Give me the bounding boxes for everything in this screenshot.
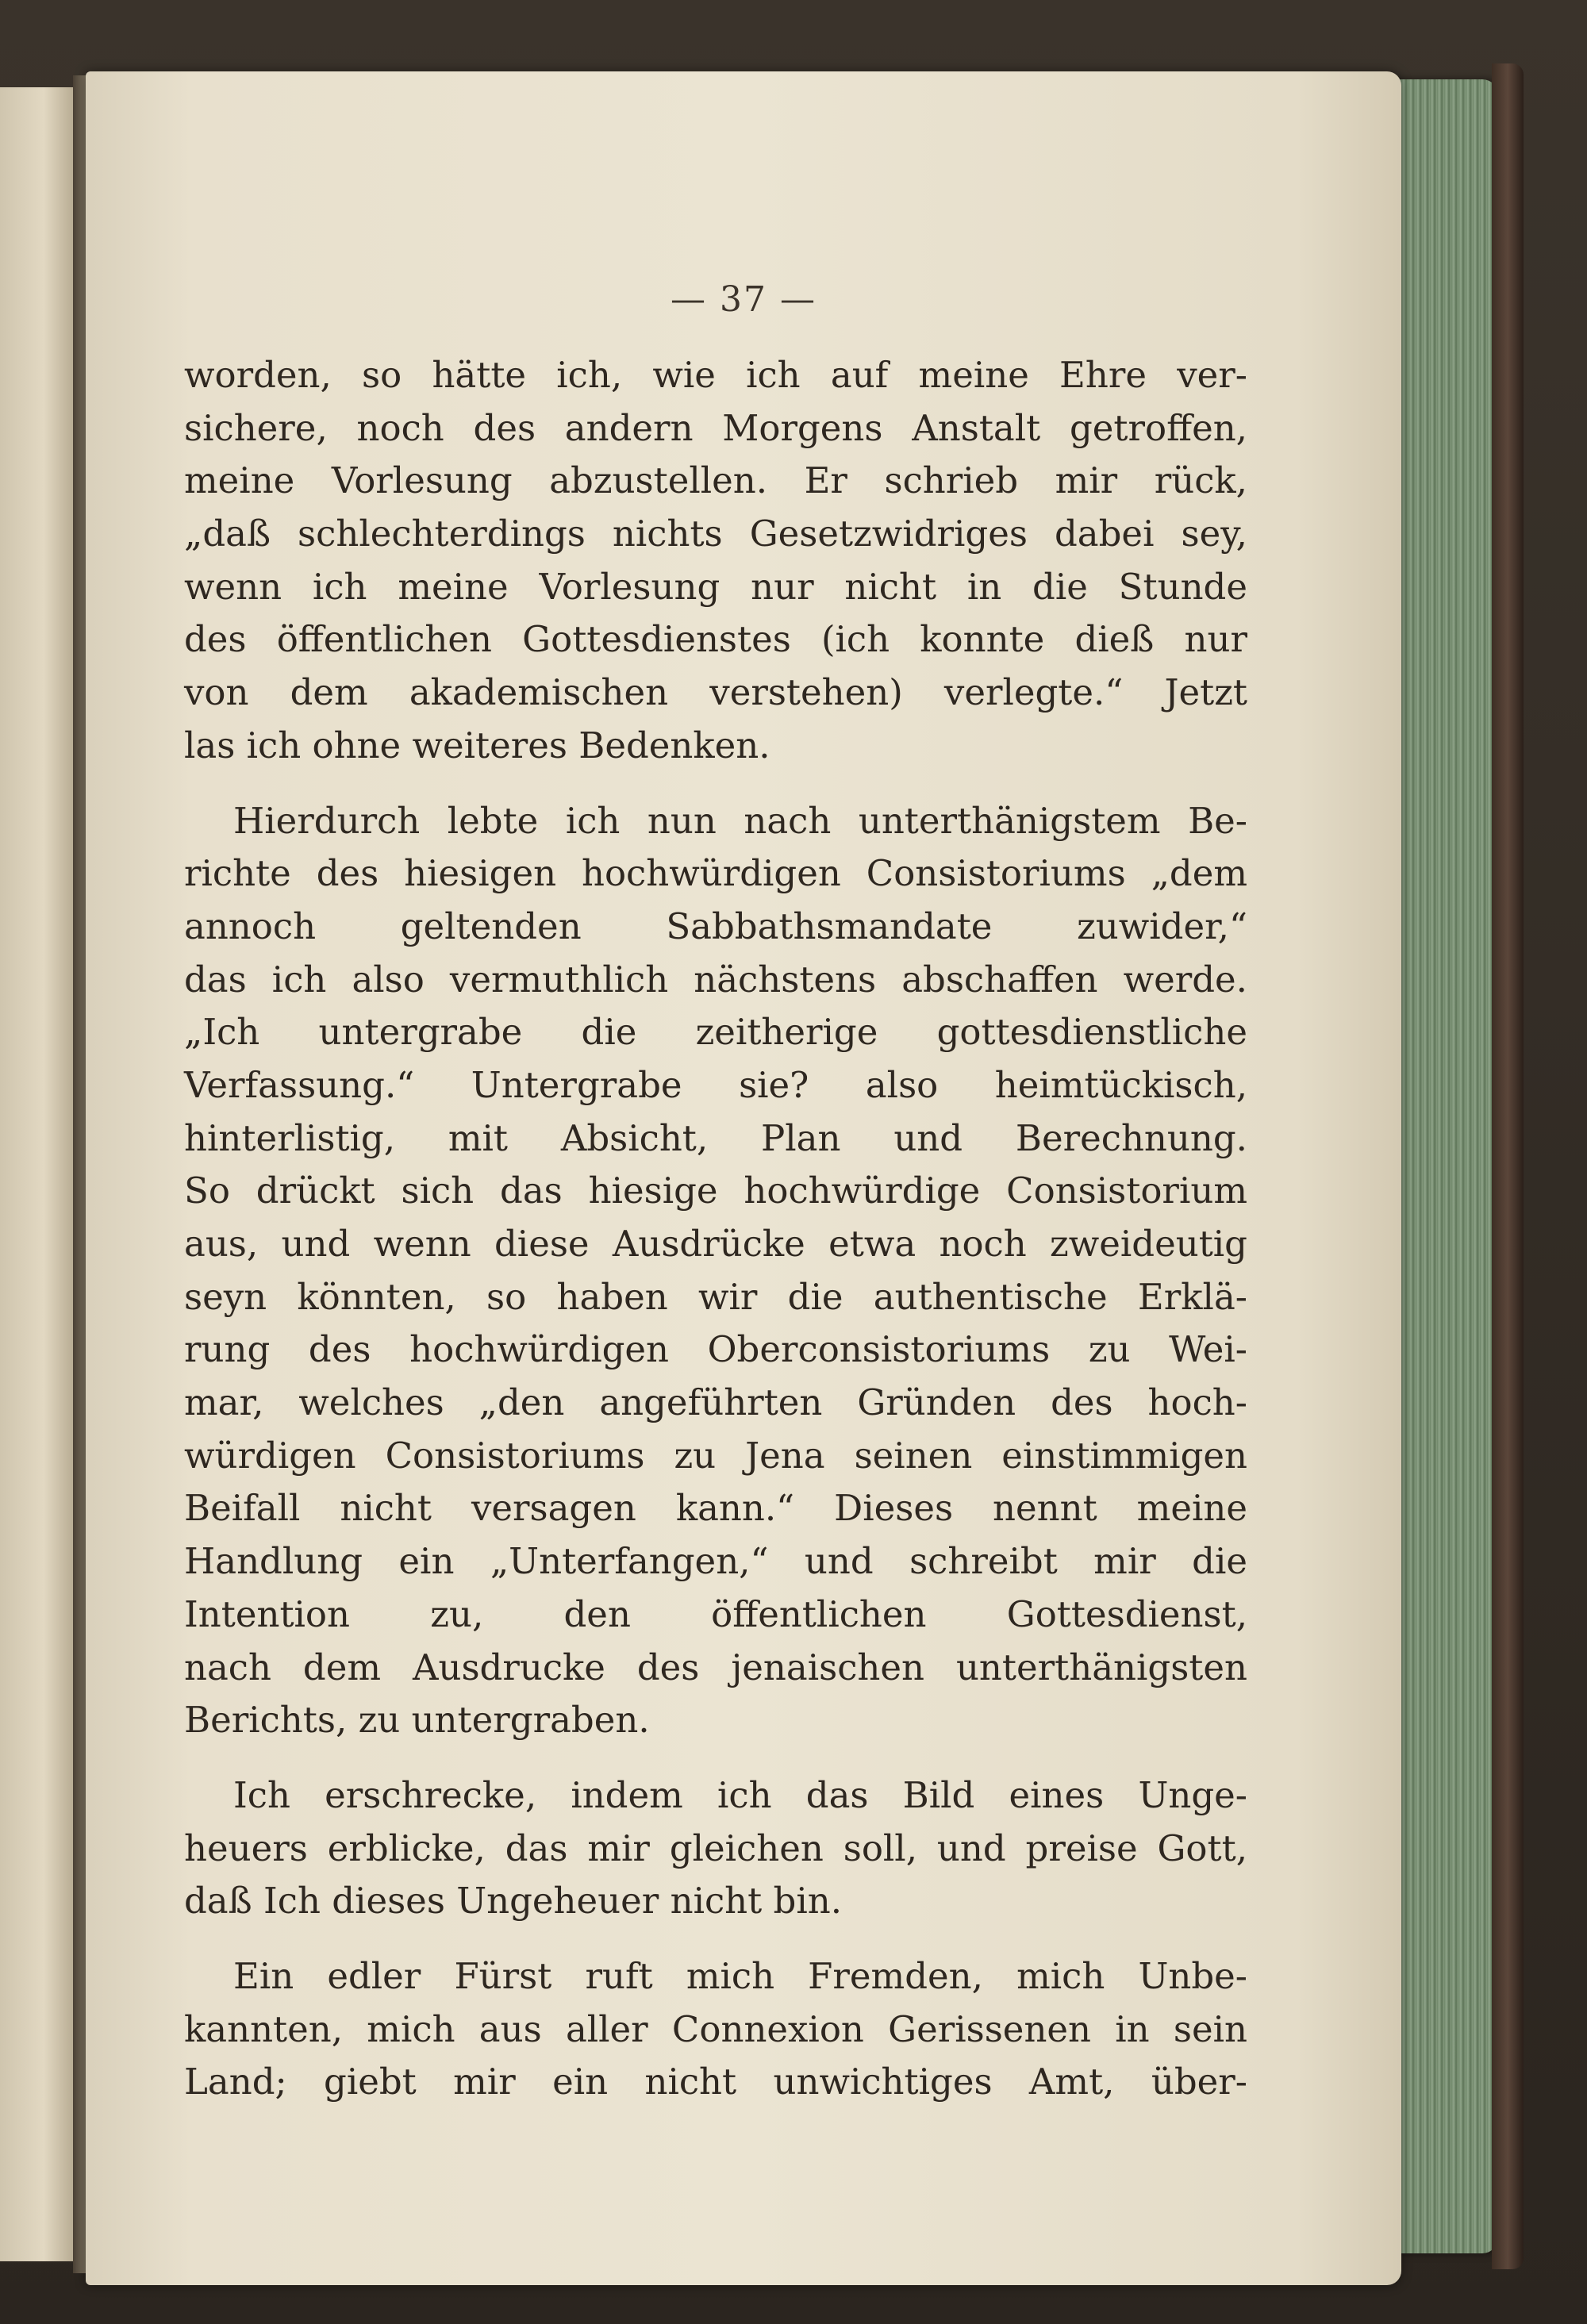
text-line: annoch geltenden Sabbathsmandate zuwider,“ [184,905,1247,947]
paragraph-3 [184,1769,1247,1928]
text-line: „Ich untergrabe die zeitherige gottesdienstliche [184,1011,1247,1054]
text-line: Ich erschrecke, indem ich das Bild eines Unge- [233,1773,1247,1816]
text-line: seyn könnten, so haben wir die authentische Erklä- [184,1275,1247,1318]
text-line: daß Ich dieses Ungeheuer nicht bin. [184,1880,843,1923]
text-line: rung des hochwürdigen Oberconsistoriums zu Wei- [184,1328,1247,1371]
text-line: Hierdurch lebte ich nun nach unterthänigstem Be- [233,799,1247,842]
text-line: aus, und wenn diese Ausdrücke etwa noch zweideutig [184,1223,1247,1265]
text-line: nach dem Ausdrucke des jenaischen unterthänigsten [184,1646,1247,1688]
text-line: sichere, noch des andern Morgens Anstalt getroffen, [184,406,1247,449]
text-line: „daß schlechterdings nichts Gesetzwidriges dabei sey, [184,513,1247,555]
text-line: mar, welches „den angeführten Gründen des hoch- [184,1381,1247,1424]
text-line: Ein edler Fürst ruft mich Fremden, mich Unbe- [233,1954,1247,1997]
page-body [184,349,1247,2109]
text-line: Berichts, zu untergraben. [184,1699,650,1742]
paragraph-4 [184,1950,1247,2109]
page-number: — 37 — [671,279,817,320]
text-line: würdigen Consistoriums zu Jena seinen einstimmigen [184,1434,1247,1477]
text-line: Verfassung.“ Untergrabe sie? also heimtückisch, [184,1063,1247,1106]
text-line: worden, so hätte ich, wie ich auf meine Ehre ver- [184,354,1247,396]
previous-page-edge [0,87,75,2261]
text-line: Beifall nicht versagen kann.“ Dieses nennt meine [184,1487,1247,1530]
text-line: richte des hiesigen hochwürdigen Consistoriums „dem [184,852,1247,895]
text-line: Intention zu, den öffentlichen Gottesdienst, [184,1592,1247,1635]
text-line: von dem akademischen verstehen) verlegte.“ Jetzt [184,671,1247,714]
text-line: des öffentlichen Gottesdienstes (ich konnte dieß nur [184,618,1247,661]
text-line: Land; giebt mir ein nicht unwichtiges Amt, über- [184,2061,1247,2103]
text-line: hinterlistig, mit Absicht, Plan und Berechnung. [184,1116,1247,1159]
text-line: wenn ich meine Vorlesung nur nicht in die Stunde [184,565,1247,608]
paragraph-1 [184,349,1247,773]
book-cover-edge [1492,63,1524,2269]
page-edges [1387,79,1498,2253]
text-line: das ich also vermuthlich nächstens abschaffen werde. [184,958,1247,1001]
text-line: meine Vorlesung abzustellen. Er schrieb mir rück, [184,459,1247,502]
text-line: las ich ohne weiteres Bedenken. [184,724,770,766]
book-page [86,71,1401,2285]
text-line: So drückt sich das hiesige hochwürdige Consistorium [184,1170,1247,1212]
text-line: Handlung ein „Unterfangen,“ und schreibt mir die [184,1540,1247,1583]
text-line: heuers erblicke, das mir gleichen soll, und preise Gott, [184,1827,1247,1869]
paragraph-2 [184,795,1247,1747]
text-line: kannten, mich aus aller Connexion Gerissenen in sein [184,2007,1247,2050]
